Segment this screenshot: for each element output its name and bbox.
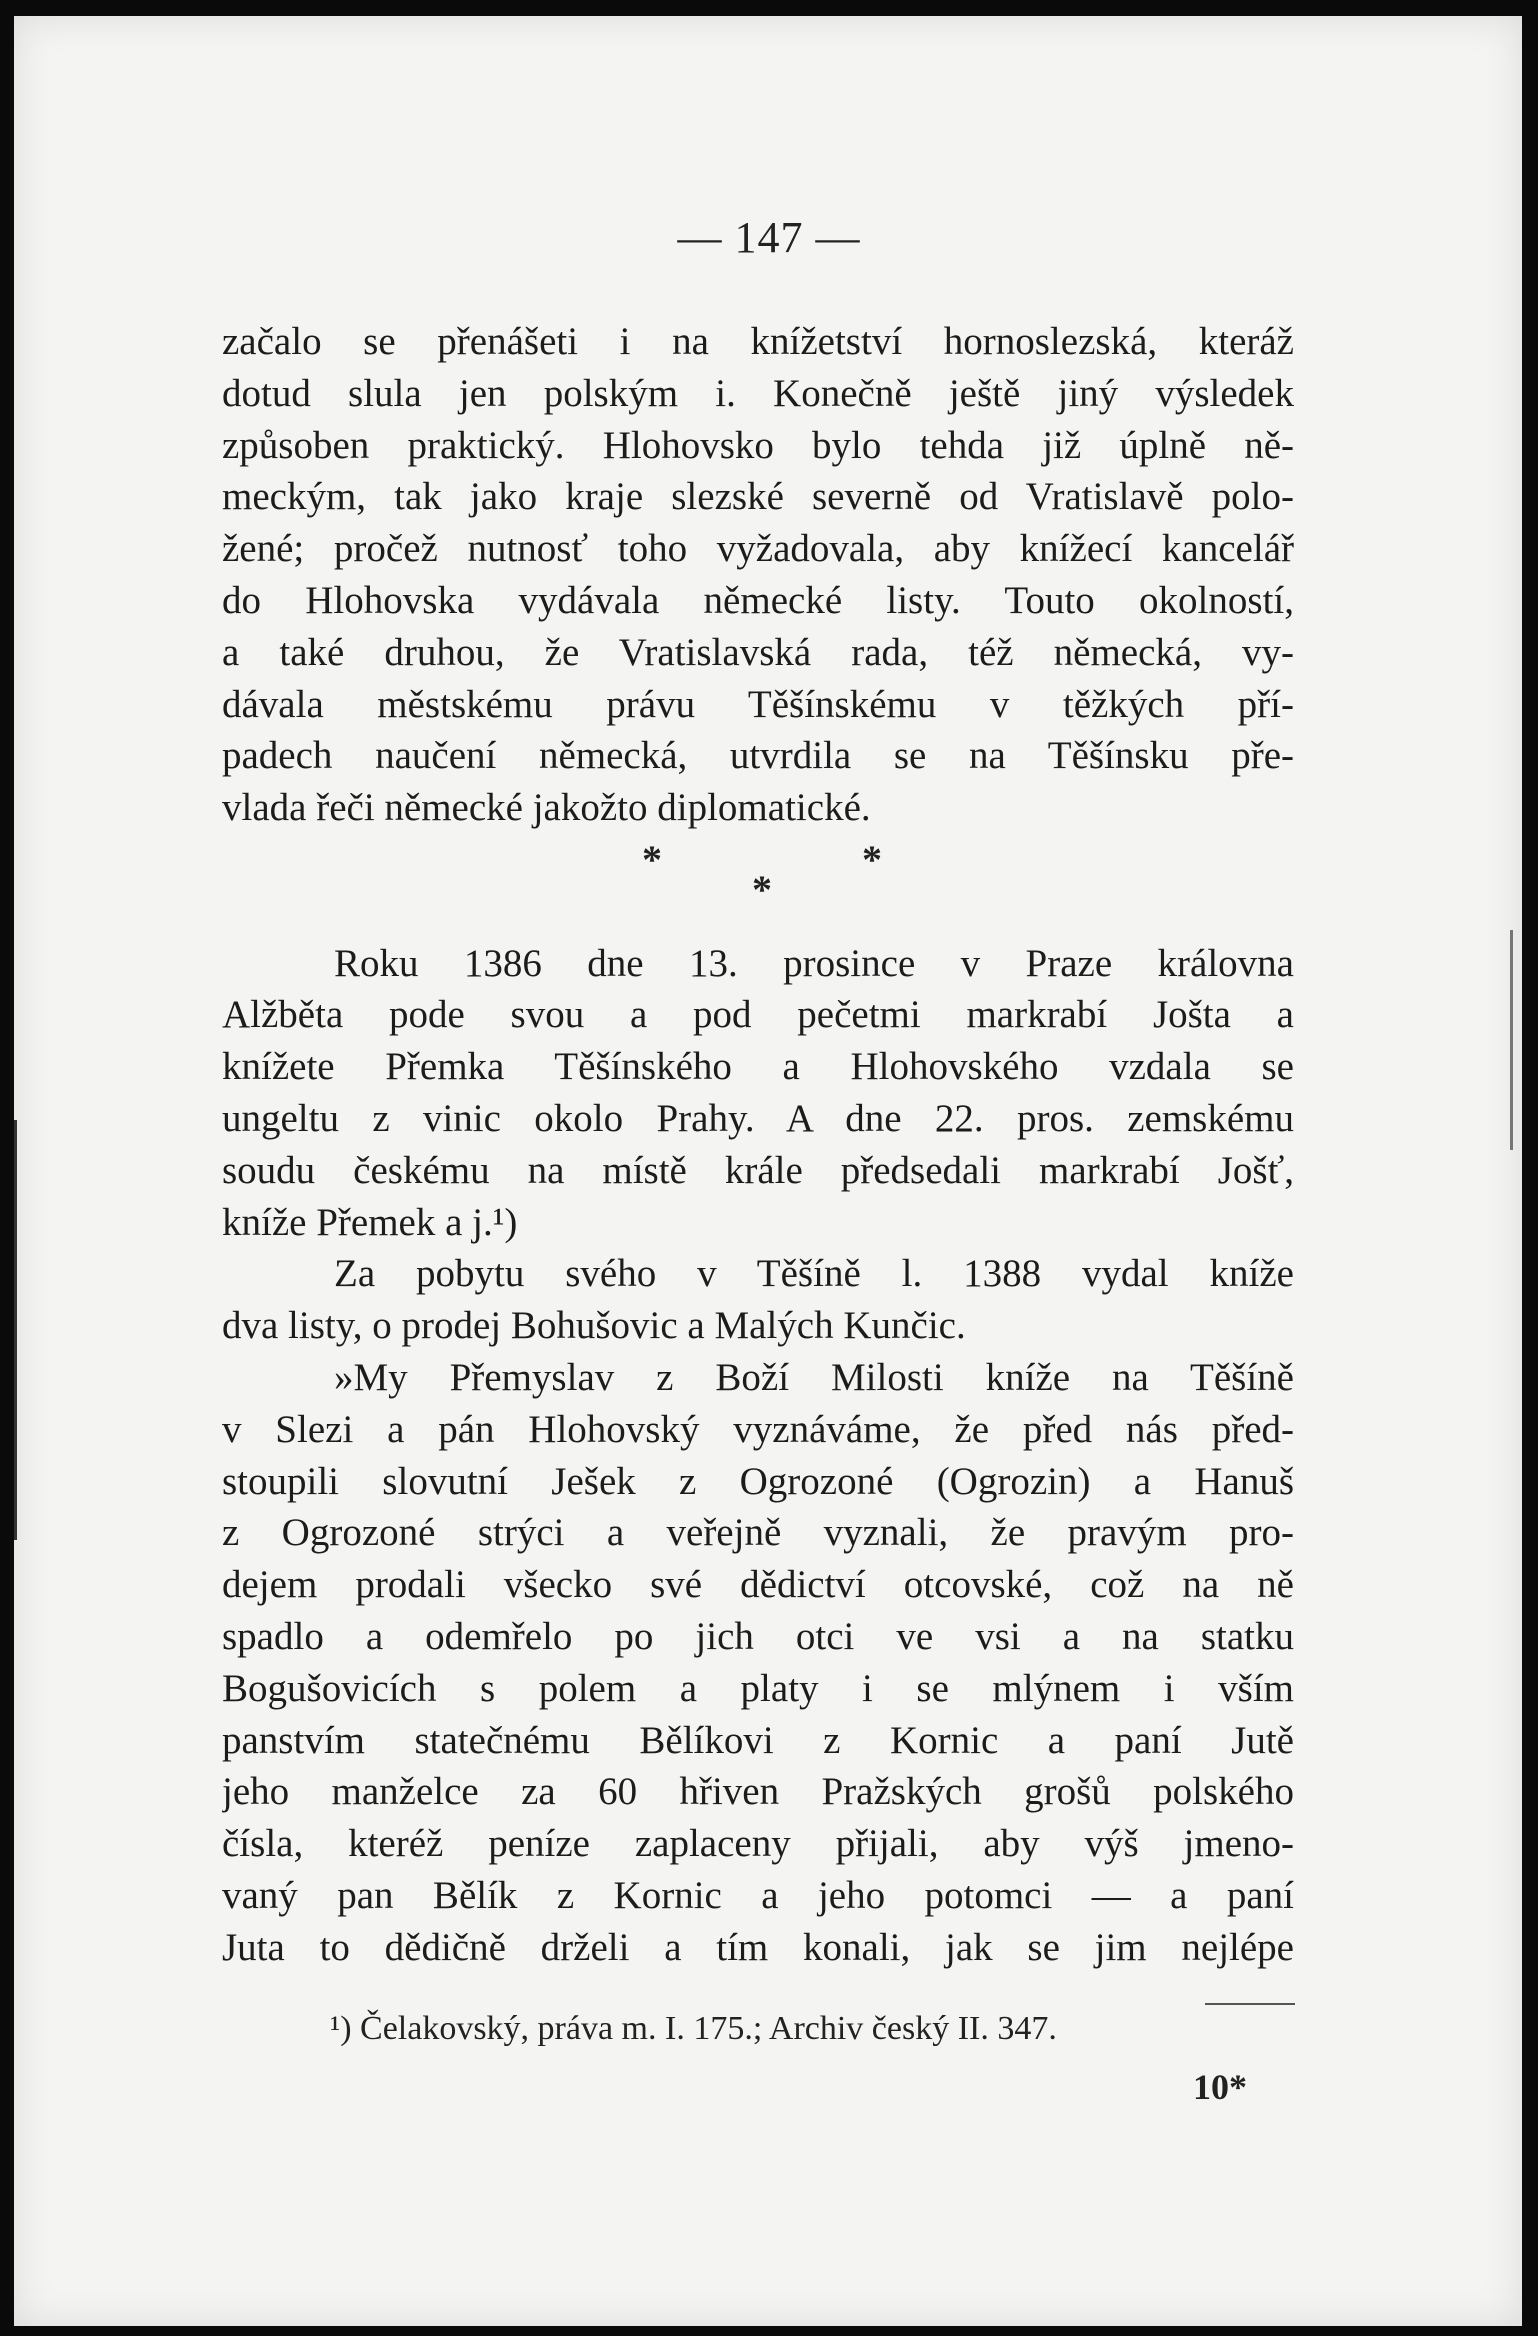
asterisk: * bbox=[862, 836, 882, 882]
text-line: do Hlohovska vydávala německé listy. Touto okolností, bbox=[222, 578, 1294, 622]
text-line: »My Přemyslav z Boží Milosti kníže na Těšíně bbox=[334, 1355, 1294, 1399]
footnote bbox=[330, 2010, 1057, 2048]
text-line: vaný pan Bělík z Kornic a jeho potomci — a paní bbox=[222, 1873, 1294, 1917]
text-line: jeho manželce za 60 hřiven Pražských grošů polského bbox=[222, 1770, 1294, 1814]
text-line: dávala městskému právu Těšínskému v těžkých pří- bbox=[222, 682, 1294, 726]
text-line: začalo se přenášeti i na knížetství hornoslezská, kteráž bbox=[222, 320, 1294, 363]
footnote-text: Čelakovský, práva m. I. 175.; Archiv český II. 347. bbox=[360, 2010, 1057, 2047]
text-line: ungeltu z vinic okolo Prahy. A dne 22. pros. zemskému bbox=[222, 1096, 1294, 1140]
text-line: panstvím statečnému Bělíkovi z Kornic a paní Jutě bbox=[222, 1718, 1294, 1762]
footnote-mark: ¹) bbox=[330, 2010, 352, 2047]
text-line: stoupili slovutní Ješek z Ogrozoné (Ogrozin) a Hanuš bbox=[222, 1459, 1294, 1503]
text-line: kníže Přemek a j.¹) bbox=[222, 1200, 518, 1244]
page-number: — 147 — bbox=[677, 213, 861, 262]
text-line: soudu českému na místě krále předsedali markrabí Jošť, bbox=[222, 1148, 1294, 1192]
text-line: způsoben praktický. Hlohovsko bylo tehda již úplně ně- bbox=[222, 423, 1294, 467]
text-line: dejem prodali všecko své dědictví otcovské, což na ně bbox=[222, 1563, 1294, 1607]
text-line: v Slezi a pán Hlohovský vyznáváme, že před nás před- bbox=[222, 1407, 1294, 1451]
text-line: meckým, tak jako kraje slezské severně od Vratislavě polo- bbox=[222, 475, 1294, 519]
text-line: dotud slula jen polským i. Konečně ještě jiný výsledek bbox=[222, 371, 1294, 415]
text-line: čísla, kteréž peníze zaplaceny přijali, aby výš jmeno- bbox=[222, 1822, 1294, 1866]
text-line: vlada řeči německé jakožto diplomatické. bbox=[222, 786, 871, 830]
printer-signature: 10* bbox=[1193, 2067, 1247, 2107]
text-line: Bogušovicích s polem a platy i se mlýnem i vším bbox=[222, 1666, 1294, 1710]
text-line: z Ogrozoné strýci a veřejně vyznali, že pravým pro- bbox=[222, 1511, 1294, 1555]
text-line: Za pobytu svého v Těšíně l. 1388 vydal kníže bbox=[334, 1252, 1294, 1296]
text-line: Juta to dědičně drželi a tím konali, jak se jim nejlépe bbox=[222, 1925, 1294, 1969]
text-line: dva listy, o prodej Bohušovic a Malých Kunčic. bbox=[222, 1304, 966, 1348]
page-edge-mark bbox=[14, 1120, 17, 1540]
body-text bbox=[222, 316, 1294, 1974]
page-edge-mark bbox=[1510, 930, 1513, 1150]
asterism-separator bbox=[222, 834, 1294, 938]
asterisk: * bbox=[642, 836, 662, 882]
text-line: spadlo a odemřelo po jich otci ve vsi a na statku bbox=[222, 1614, 1294, 1658]
text-line: Roku 1386 dne 13. prosince v Praze královna bbox=[334, 941, 1294, 985]
asterisk: * bbox=[752, 866, 772, 912]
text-line: padech naučení německá, utvrdila se na Těšínsku pře- bbox=[222, 734, 1294, 778]
footnote-rule bbox=[1205, 2003, 1295, 2005]
text-line: Alžběta pode svou a pod pečetmi markrabí Jošta a bbox=[222, 993, 1294, 1037]
text-line: knížete Přemka Těšínského a Hlohovského vzdala se bbox=[222, 1045, 1294, 1089]
text-line: žené; pročež nutnosť toho vyžadovala, aby knížecí kancelář bbox=[222, 527, 1294, 571]
text-line: a také druhou, že Vratislavská rada, též německá, vy- bbox=[222, 630, 1294, 674]
